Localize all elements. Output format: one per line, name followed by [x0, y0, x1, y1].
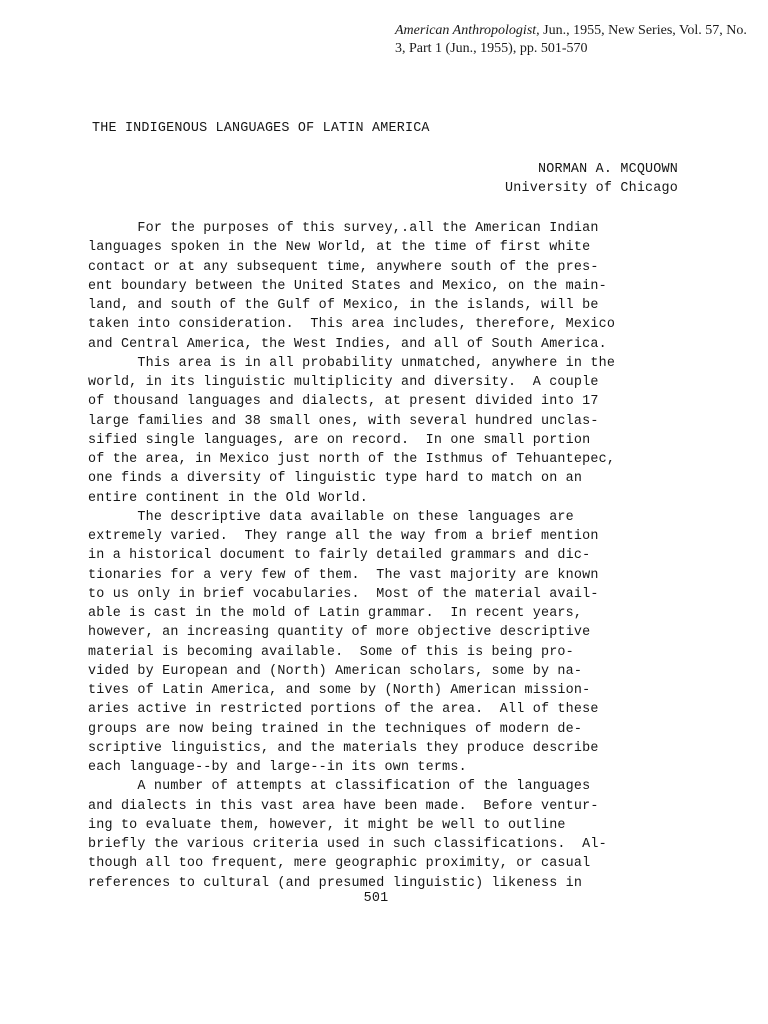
body-line: tionaries for a very few of them. The vast majority are known: [88, 567, 599, 583]
body-line: one finds a diversity of linguistic type hard to match on an: [88, 471, 583, 487]
body-line: extremely varied. They range all the way from a brief mention: [88, 529, 599, 544]
body-line: taken into consideration. This area includes, therefore, Mexico: [88, 317, 616, 333]
citation-header: [395, 22, 755, 58]
body-line: material is becoming available. Some of this is being pro-: [88, 644, 574, 660]
body-line: of thousand languages and dialects, at present divided into 17: [88, 394, 599, 410]
body-line: references to cultural (and presumed linguistic) likeness in: [88, 875, 583, 891]
body-line: land, and south of the Gulf of Mexico, in the islands, will be: [88, 298, 599, 313]
body-line: and dialects in this vast area have been made. Before ventur-: [88, 798, 599, 814]
body-line: briefly the various criteria used in such classifications. Al-: [88, 837, 607, 852]
article-body: [88, 219, 718, 893]
body-line: entire continent in the Old World.: [88, 490, 369, 506]
body-line: aries active in restricted portions of the area. All of these: [88, 702, 599, 718]
body-line: contact or at any subsequent time, anywhere south of the pres-: [88, 259, 599, 275]
body-line: able is cast in the mold of Latin grammar. In recent years,: [88, 606, 583, 621]
body-line: This area is in all probability unmatched, anywhere in the: [88, 355, 616, 371]
page-number: 501: [363, 891, 389, 906]
body-line: though all too frequent, mere geographic proximity, or casual: [88, 856, 591, 872]
body-line: however, an increasing quantity of more objective descriptive: [88, 625, 591, 641]
body-line: and Central America, the West Indies, and all of South America.: [88, 336, 607, 352]
body-line: For the purposes of this survey,.all the American Indian: [88, 221, 599, 236]
body-line: of the area, in Mexico just north of the Isthmus of Tehuantepec,: [88, 452, 616, 467]
journal-name: American Anthropologist: [395, 23, 537, 38]
citation-details: , Jun., 1955, New Series, Vol. 57, No. 3, Part 1 (Jun., 1955), pp. 501-570: [395, 23, 747, 56]
body-line: vided by European and (North) American scholars, some by na-: [88, 663, 583, 679]
author-name: NORMAN A. MCQUOWN: [537, 162, 678, 177]
body-line: to us only in brief vocabularies. Most of the material avail-: [88, 586, 599, 602]
article-title: THE INDIGENOUS LANGUAGES OF LATIN AMERICA: [92, 121, 430, 136]
body-line: scriptive linguistics, and the materials they produce describe: [88, 740, 599, 756]
author-affiliation: University of Chicago: [505, 181, 678, 196]
body-line: tives of Latin America, and some by (North) American mission-: [88, 683, 591, 698]
body-line: in a historical document to fairly detailed grammars and dic-: [88, 548, 591, 564]
body-line: The descriptive data available on these languages are: [88, 509, 574, 525]
body-line: A number of attempts at classification of the languages: [88, 779, 591, 795]
body-line: world, in its linguistic multiplicity and diversity. A couple: [88, 375, 599, 390]
body-line: ent boundary between the United States and Mexico, on the main-: [88, 278, 607, 294]
body-line: languages spoken in the New World, at the time of first white: [88, 240, 591, 256]
body-line: sified single languages, are on record. In one small portion: [88, 432, 591, 448]
body-line: groups are now being trained in the techniques of modern de-: [88, 721, 583, 737]
body-line: large families and 38 small ones, with several hundred unclas-: [88, 413, 599, 429]
body-line: ing to evaluate them, however, it might be well to outline: [88, 817, 566, 833]
body-line: each language--by and large--in its own terms.: [88, 760, 467, 775]
